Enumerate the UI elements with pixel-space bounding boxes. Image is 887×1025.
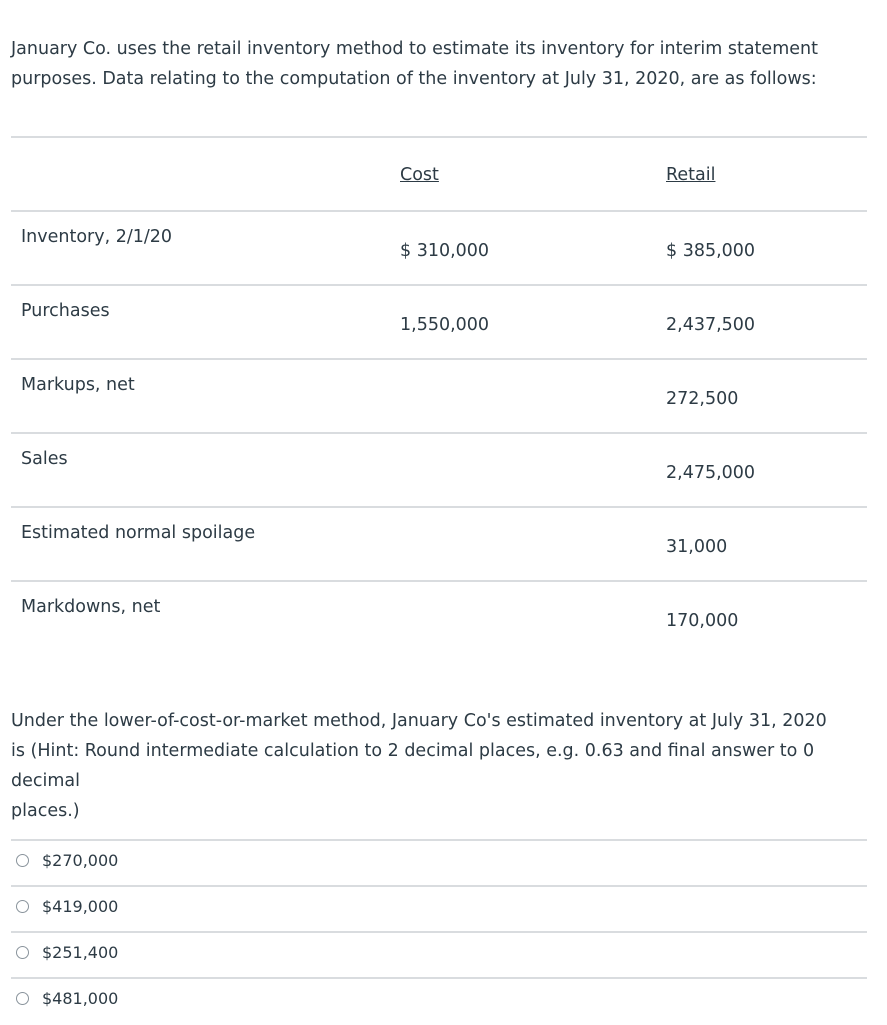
- question-line-3: places.): [11, 801, 80, 821]
- table-row: [11, 286, 867, 360]
- row-label: Inventory, 2/1/20: [21, 227, 173, 247]
- row-retail: 272,500: [666, 389, 739, 409]
- answer-option-label[interactable]: $481,000: [42, 989, 119, 1008]
- radio-button[interactable]: [16, 900, 29, 913]
- question-line-1: Under the lower-of-cost-or-market method, January Co's estimated inventory at July 31, 2020: [11, 711, 827, 731]
- cost-column-header: Cost: [400, 165, 439, 185]
- answer-option-label[interactable]: $251,400: [42, 943, 119, 962]
- table-row: [11, 360, 867, 434]
- inventory-data-table: [11, 136, 867, 656]
- row-label: Sales: [21, 449, 68, 469]
- answer-option[interactable]: [11, 933, 867, 979]
- retail-column-header: Retail: [666, 165, 716, 185]
- question-intro: [11, 34, 871, 94]
- table-header-row: [11, 138, 867, 212]
- answer-option-label[interactable]: $270,000: [42, 851, 119, 870]
- answer-option[interactable]: [11, 979, 867, 1025]
- question-prompt: [11, 706, 881, 826]
- table-row: [11, 582, 867, 656]
- row-label: Markups, net: [21, 375, 135, 395]
- radio-button[interactable]: [16, 854, 29, 867]
- row-retail: 2,437,500: [666, 315, 756, 335]
- row-label: Markdowns, net: [21, 597, 161, 617]
- radio-button[interactable]: [16, 992, 29, 1005]
- row-retail: 170,000: [666, 611, 739, 631]
- row-retail: 2,475,000: [666, 463, 756, 483]
- table-row: [11, 508, 867, 582]
- table-row: [11, 434, 867, 508]
- answer-options: [11, 839, 867, 1025]
- answer-option-label[interactable]: $419,000: [42, 897, 119, 916]
- answer-option[interactable]: [11, 841, 867, 887]
- row-cost: $ 310,000: [400, 241, 490, 261]
- row-label: Purchases: [21, 301, 110, 321]
- table-row: [11, 212, 867, 286]
- intro-line-1: January Co. uses the retail inventory method to estimate its inventory for interim statement: [11, 39, 818, 59]
- row-retail: $ 385,000: [666, 241, 756, 261]
- row-retail: 31,000: [666, 537, 728, 557]
- intro-line-2: purposes. Data relating to the computation of the inventory at July 31, 2020, are as follows:: [11, 69, 817, 89]
- question-line-2: is (Hint: Round intermediate calculation to 2 decimal places, e.g. 0.63 and final answer to 0 decimal: [11, 741, 815, 791]
- row-label: Estimated normal spoilage: [21, 523, 256, 543]
- radio-button[interactable]: [16, 946, 29, 959]
- answer-option[interactable]: [11, 887, 867, 933]
- row-cost: 1,550,000: [400, 315, 490, 335]
